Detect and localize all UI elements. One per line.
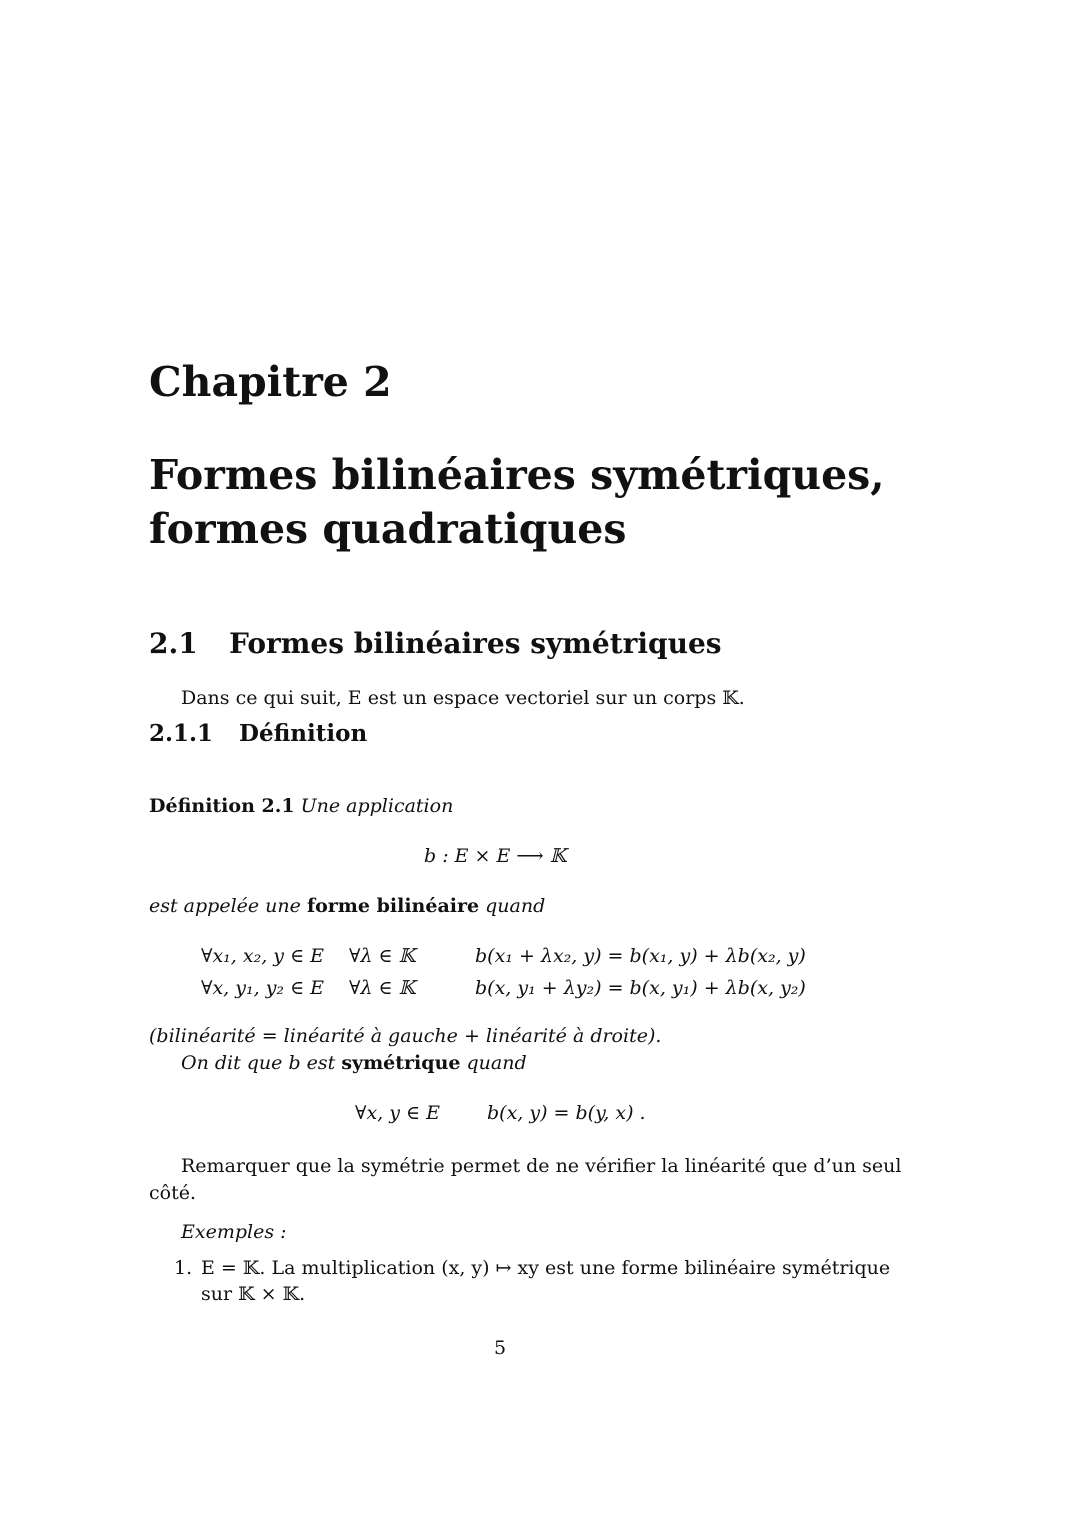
sym-suffix: quand	[466, 1052, 527, 1074]
section-heading	[149, 624, 722, 664]
chapter-title-line-2: formes quadratiques	[149, 505, 627, 553]
chapter-title	[149, 448, 885, 556]
remark-line-2: côté.	[149, 1182, 196, 1204]
chapter-label: Chapitre 2	[149, 358, 392, 406]
subsection-number: 2.1.1	[149, 720, 214, 747]
called-prefix: est appelée une	[149, 895, 301, 917]
chapter-title-line-1: Formes bilinéaires symétriques,	[149, 451, 885, 499]
section-intro: Dans ce qui suit, E est un espace vectoriel sur un corps 𝕂.	[181, 687, 745, 709]
condition-2-quantifier: ∀x, y₁, y₂ ∈ E	[201, 977, 325, 999]
examples-label: Exemples :	[181, 1221, 287, 1243]
condition-1-equation: b(x₁ + λx₂, y) = b(x₁, y) + λb(x₂, y)	[475, 945, 806, 967]
example-1-line-2: sur 𝕂 × 𝕂.	[201, 1283, 306, 1305]
section-title: Formes bilinéaires symétriques	[229, 627, 722, 660]
example-1-number: 1.	[174, 1257, 193, 1279]
condition-1-lambda: ∀λ ∈ 𝕂	[349, 945, 416, 967]
called-term: forme bilinéaire	[306, 895, 480, 917]
remark-line-1: Remarquer que la symétrie permet de ne vérifier la linéarité que d’un seul	[181, 1155, 902, 1177]
definition-map: b : E × E ⟶ 𝕂	[424, 845, 567, 867]
condition-1-quantifier: ∀x₁, x₂, y ∈ E	[201, 945, 325, 967]
sym-term: symétrique	[341, 1052, 461, 1074]
symmetric-equation: b(x, y) = b(y, x) .	[487, 1102, 646, 1124]
definition-called	[149, 893, 545, 920]
condition-2-lambda: ∀λ ∈ 𝕂	[349, 977, 416, 999]
definition-intro	[149, 793, 453, 820]
definition-text: Une application	[300, 795, 454, 817]
subsection-heading	[149, 717, 367, 751]
condition-2-equation: b(x, y₁ + λy₂) = b(x, y₁) + λb(x, y₂)	[475, 977, 806, 999]
section-number: 2.1	[149, 627, 198, 660]
symmetric-definition	[181, 1050, 527, 1077]
example-1-line-1: E = 𝕂. La multiplication (x, y) ↦ xy est une forme bilinéaire symétrique	[201, 1257, 891, 1279]
called-suffix: quand	[485, 895, 546, 917]
page-number: 5	[493, 1337, 507, 1359]
symmetric-quantifier: ∀x, y ∈ E	[355, 1102, 441, 1124]
subsection-title: Définition	[239, 720, 368, 747]
bilinearity-remark: (bilinéarité = linéarité à gauche + linéarité à droite).	[149, 1025, 662, 1047]
definition-label: Définition 2.1	[149, 795, 295, 817]
sym-prefix: On dit que b est	[181, 1052, 336, 1074]
